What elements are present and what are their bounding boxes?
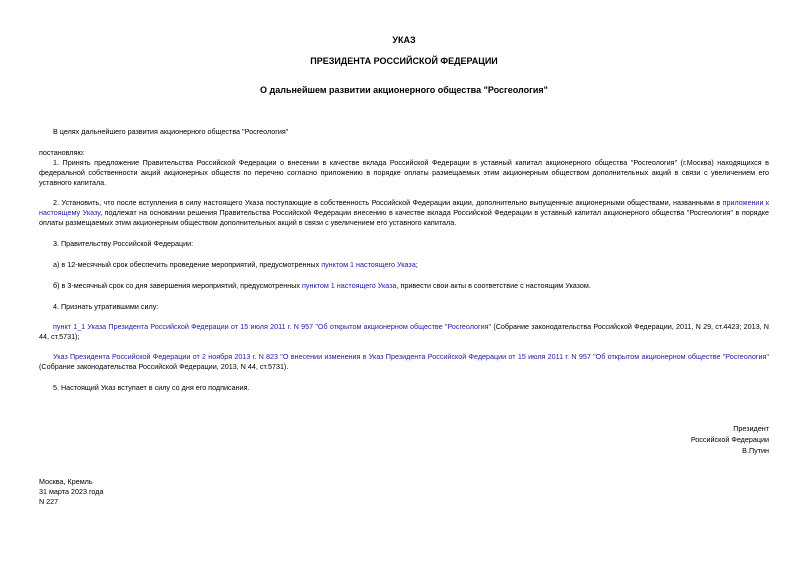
intro-paragraph: В целях дальнейшего развития акционерного общества "Росгеология" bbox=[53, 127, 289, 136]
paragraph-2-text-a: 2. Установить, что после вступления в силу настоящего Указа поступающие в собственность Российской Федерации акции, дополнительно выпущенные акционерными обществами, названными в bbox=[53, 198, 723, 207]
point-1-link-b[interactable]: пунктом 1 настоящего Указа bbox=[301, 281, 397, 290]
paragraph-4b-text-b: (Собрание законодательства Российской Федерации, 2013, N 44, ст.5731). bbox=[39, 362, 289, 372]
signature-title: Президент bbox=[733, 424, 769, 433]
paragraph-3a-text-b: ; bbox=[415, 260, 418, 269]
decree-823-link[interactable]: Указ Президента Российской Федерации от 2 ноября 2013 г. N 823 "О внесении изменения в Указ Президента Российской Федерации от 15 июля 2011 г. N 957 "Об открытом акционерном обществе "Росгеология" bbox=[53, 352, 769, 361]
signature-country: Российской Федерации bbox=[690, 435, 769, 444]
signature-name: В.Путин bbox=[742, 446, 769, 455]
appendix-link[interactable]: приложении к настоящему Указу bbox=[39, 198, 769, 218]
paragraph-5: 5. Настоящий Указ вступает в силу со дня его подписания. bbox=[53, 383, 250, 392]
decree-957-point-link[interactable]: пункт 1_1 Указа Президента Российской Федерации от 15 июля 2011 г. N 957 "Об открытом акционерном обществе "Росгеология" bbox=[53, 322, 492, 331]
paragraph-3b-text-a: б) в 3-месячный срок со дня завершения мероприятий, предусмотренных bbox=[53, 281, 302, 290]
paragraph-3a-text-a: а) в 12-месячный срок обеспечить проведение мероприятий, предусмотренных bbox=[53, 260, 322, 269]
place-date: 31 марта 2023 года bbox=[39, 487, 104, 496]
paragraph-3b bbox=[39, 281, 769, 291]
paragraph-3a bbox=[39, 260, 769, 270]
paragraph-4a bbox=[39, 322, 769, 342]
paragraph-2 bbox=[39, 198, 769, 229]
decree-title: УКАЗ bbox=[392, 35, 416, 45]
decree-subject: О дальнейшем развитии акционерного общества "Росгеология" bbox=[260, 85, 548, 95]
decree-issuer: ПРЕЗИДЕНТА РОССИЙСКОЙ ФЕДЕРАЦИИ bbox=[310, 56, 498, 66]
paragraph-2-text-b: , подлежат на основании решения Правительства Российской Федерации внесению в качестве вклада Российской Федерации в уставный капитал акционерного общества "Росгеология" в порядке оплаты размещаемых этим акционерным обществом дополнительных акций в связи с увеличением его уставного капитала. bbox=[39, 208, 769, 228]
paragraph-3: 3. Правительству Российской Федерации: bbox=[53, 239, 194, 248]
point-1-link-a[interactable]: пунктом 1 настоящего Указа bbox=[321, 260, 416, 269]
place-location: Москва, Кремль bbox=[39, 477, 93, 486]
paragraph-1: 1. Принять предложение Правительства Российской Федерации о внесении в качестве вклада Российской Федерации в уставный капитал акционерного общества "Росгеология" (г.Москва) находящихся в федеральной собственности акций акционерных обществ по перечню согласно приложению в порядке оплаты размещаемых этим акционерным обществом дополнительных акций в связи с увеличением его уставного капитала. bbox=[39, 158, 769, 188]
paragraph-4a-text-b: (Собрание законодательства Российской Федерации, 2011, N 29, ст.4423; 2013, N 44, ст.5731); bbox=[39, 322, 769, 342]
decree-word: постановляю: bbox=[39, 148, 85, 157]
paragraph-4b bbox=[39, 352, 769, 372]
paragraph-4: 4. Признать утратившими силу: bbox=[53, 302, 159, 311]
place-number: N 227 bbox=[39, 497, 59, 506]
paragraph-3b-text-b: , привести свои акты в соответствие с настоящим Указом. bbox=[396, 281, 591, 290]
